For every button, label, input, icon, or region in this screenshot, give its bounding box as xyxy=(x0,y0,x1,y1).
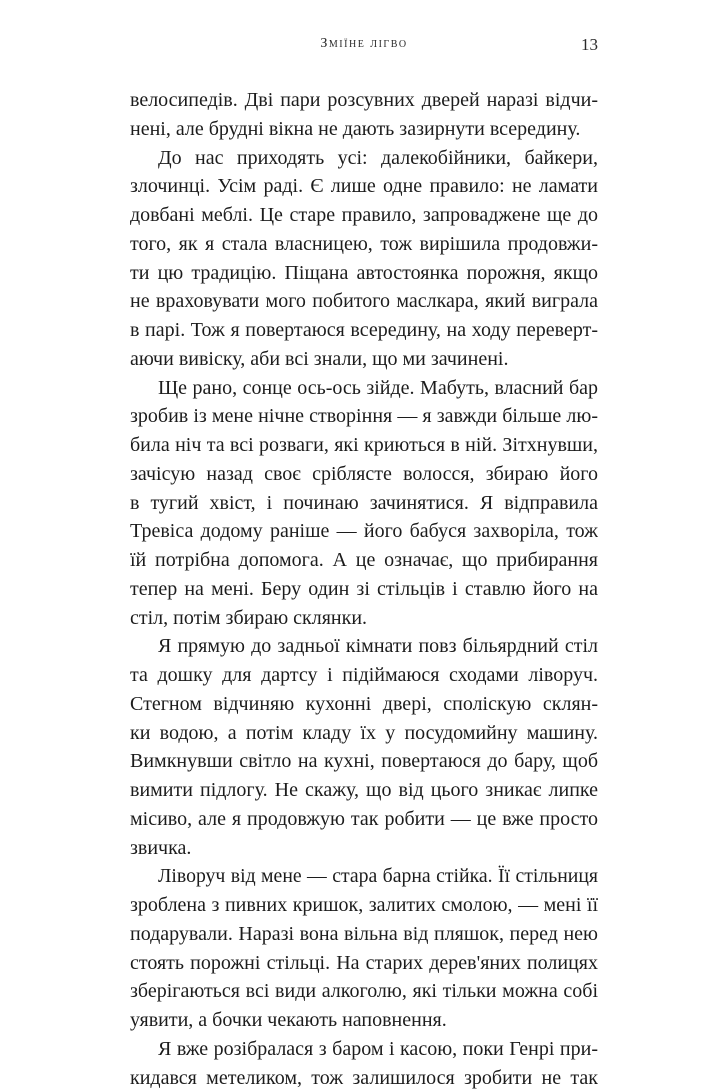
text-line: їй потрібна допомога. А це означає, що прибирання xyxy=(130,546,598,575)
text-line: ти цю традицію. Піщана автостоянка порожня, якщо xyxy=(130,259,598,288)
text-line: стоять порожні стільці. На старих дерев'яних полицях xyxy=(130,949,598,978)
text-line: довбані меблі. Це старе правило, запроваджене ще до xyxy=(130,201,598,230)
text-line: кидався метеликом, тож залишилося зробити не так xyxy=(130,1064,598,1092)
body-text xyxy=(130,86,598,1092)
paragraph xyxy=(130,862,598,1035)
text-line: та дошку для дартсу і підіймаюся сходами ліворуч. xyxy=(130,661,598,690)
text-line: Я вже розібралася з баром і касою, поки Генрі при- xyxy=(130,1035,598,1064)
paragraph xyxy=(130,86,598,144)
text-line: в тугий хвіст, і починаю зачинятися. Я відправила xyxy=(130,489,598,518)
running-head xyxy=(130,36,598,60)
paragraph xyxy=(130,632,598,862)
text-line: стіл, потім збираю склянки. xyxy=(130,604,598,633)
text-line: не враховувати мого побитого маслкара, який виграла xyxy=(130,287,598,316)
paragraph xyxy=(130,144,598,374)
text-line: До нас приходять усі: далекобійники, байкери, xyxy=(130,144,598,173)
text-line: Я прямую до задньої кімнати повз більярдний стіл xyxy=(130,632,598,661)
text-line: в парі. Тож я повертаюся всередину, на ходу переверт- xyxy=(130,316,598,345)
text-line: Ще рано, сонце ось-ось зійде. Мабуть, власний бар xyxy=(130,374,598,403)
text-line: зберігаються всі види алкоголю, які тільки можна собі xyxy=(130,977,598,1006)
text-line: зроблена з пивних кришок, залитих смолою, — мені її xyxy=(130,891,598,920)
text-line: била ніч та всі розваги, які криються в ній. Зітхнувши, xyxy=(130,431,598,460)
text-line: зробив із мене нічне створіння — я завжди більше лю- xyxy=(130,402,598,431)
text-line: велосипедів. Дві пари розсувних дверей наразі відчи- xyxy=(130,86,598,115)
text-line: Вимкнувши світло на кухні, повертаюся до бару, щоб xyxy=(130,747,598,776)
text-line: нені, але брудні вікна не дають зазирнути всередину. xyxy=(130,115,598,144)
running-title: Зміїне лігво xyxy=(130,36,598,52)
text-line: аючи вивіску, аби всі знали, що ми зачинені. xyxy=(130,345,598,374)
text-line: Ліворуч від мене — стара барна стійка. Її стільниця xyxy=(130,862,598,891)
text-line: звичка. xyxy=(130,834,598,863)
text-line: того, як я стала власницею, тож вирішила продовжи- xyxy=(130,230,598,259)
text-line: вимити підлогу. Не скажу, що від цього зникає липке xyxy=(130,776,598,805)
paragraph xyxy=(130,374,598,633)
paragraph xyxy=(130,1035,598,1092)
text-line: уявити, а бочки чекають наповнення. xyxy=(130,1006,598,1035)
text-line: подарували. Наразі вона вільна від пляшок, перед нею xyxy=(130,920,598,949)
text-line: тепер на мені. Беру один зі стільців і ставлю його на xyxy=(130,575,598,604)
text-line: ки водою, а потім кладу їх у посудомийну машину. xyxy=(130,719,598,748)
text-line: місиво, але я продовжую так робити — це вже просто xyxy=(130,805,598,834)
page-number: 13 xyxy=(581,35,598,55)
text-line: злочинці. Усім раді. Є лише одне правило: не ламати xyxy=(130,172,598,201)
text-line: Стегном відчиняю кухонні двері, споліскую склян- xyxy=(130,690,598,719)
text-line: зачісую назад своє сріблясте волосся, збираю його xyxy=(130,460,598,489)
text-line: Тревіса додому раніше — його бабуся захворіла, тож xyxy=(130,517,598,546)
